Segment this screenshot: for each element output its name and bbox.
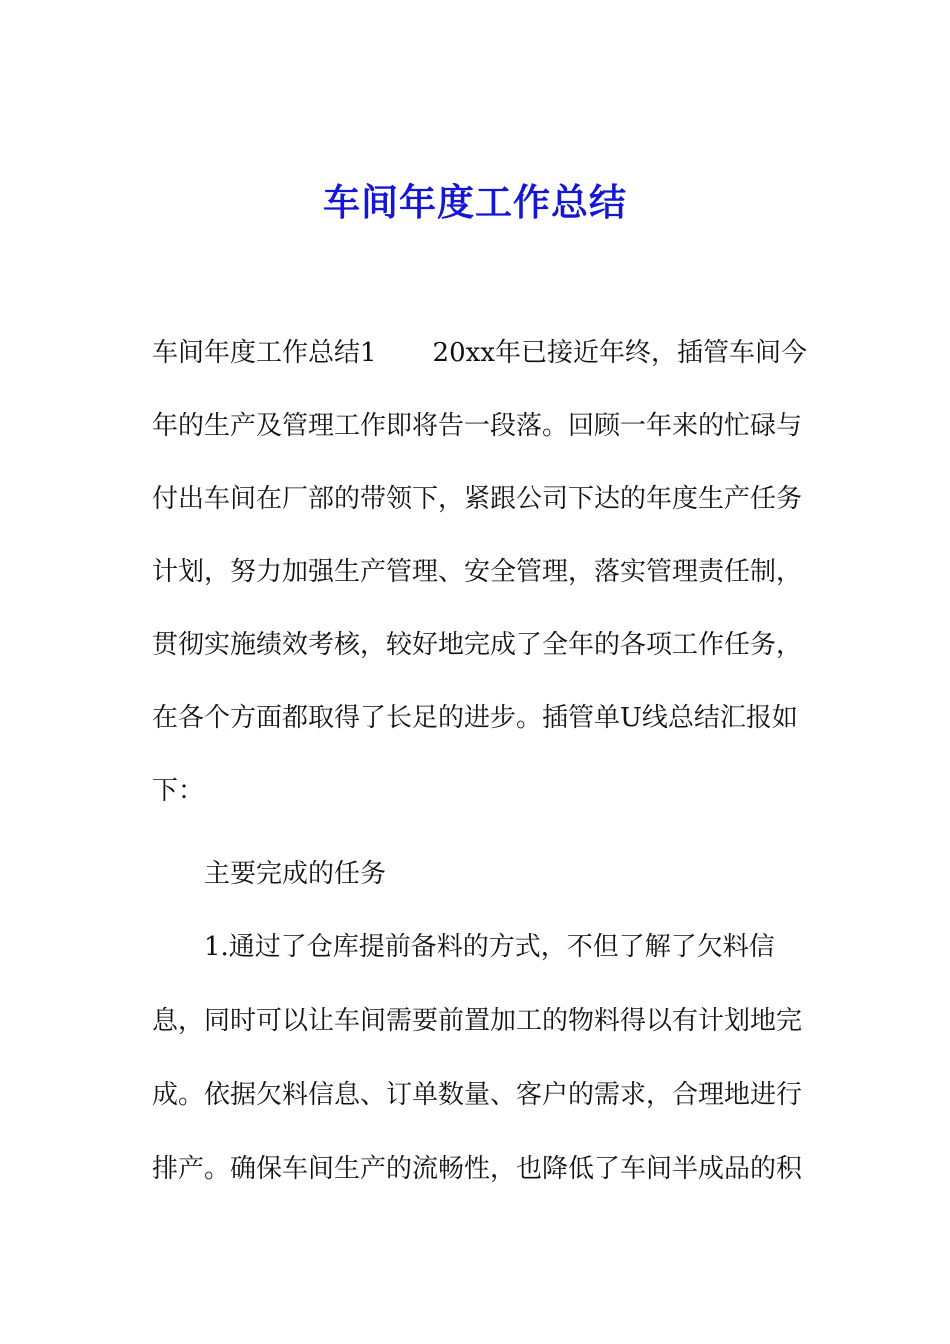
document-title: 车间年度工作总结 <box>323 180 627 224</box>
paragraph-line: 计划，努力加强生产管理、安全管理，落实管理责任制， <box>152 557 803 587</box>
paragraph-line: 息，同时可以让车间需要前置加工的物料得以有计划地完 <box>152 1006 803 1036</box>
paragraph-line: 在各个方面都取得了长足的进步。插管单U线总结汇报如 <box>152 703 798 733</box>
subheading: 主要完成的任务 <box>204 859 387 889</box>
paragraph-text: 20xx年已接近年终，插管车间今 <box>432 338 807 368</box>
paragraph-line: 排产。确保车间生产的流畅性，也降低了车间半成品的积 <box>152 1154 803 1184</box>
paragraph-line: 下： <box>152 776 205 806</box>
paragraph-line: 年的生产及管理工作即将告一段落。回顾一年来的忙碌与 <box>152 411 803 441</box>
section-heading-inline: 车间年度工作总结1 <box>152 338 377 368</box>
paragraph-line <box>152 335 807 371</box>
paragraph-line: 成。依据欠料信息、订单数量、客户的需求，合理地进行 <box>152 1080 803 1110</box>
paragraph-line: 贯彻实施绩效考核，较好地完成了全年的各项工作任务， <box>152 630 803 660</box>
paragraph-line: 付出车间在厂部的带领下，紧跟公司下达的年度生产任务 <box>152 484 803 514</box>
paragraph-line: 1.通过了仓库提前备料的方式，不但了解了欠料信 <box>204 932 775 962</box>
